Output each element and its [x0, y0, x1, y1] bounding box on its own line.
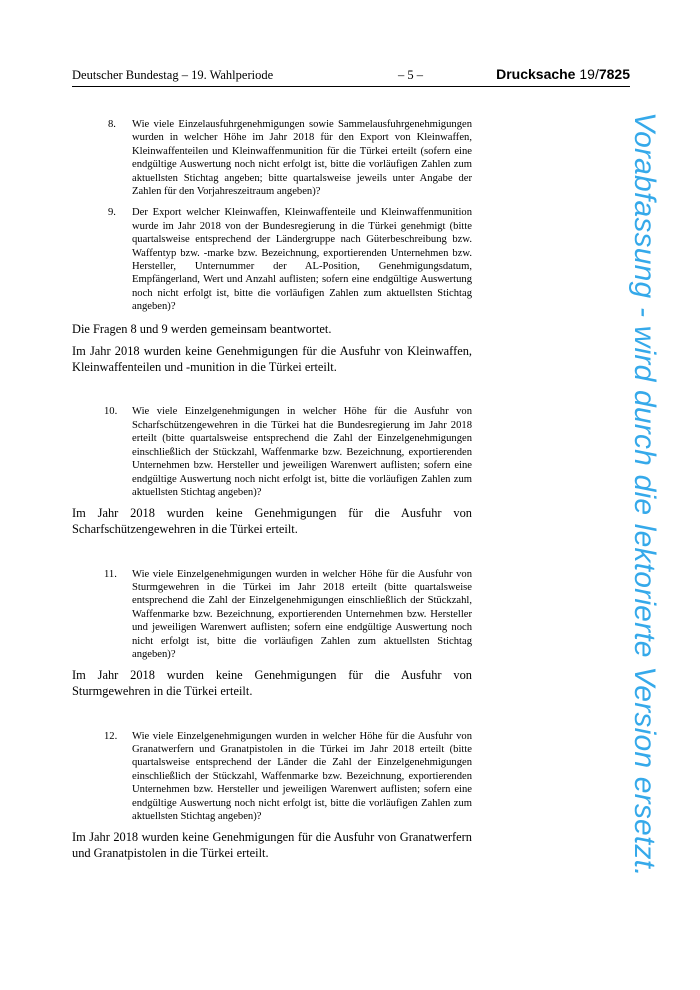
document-number-prefix: 19/ — [579, 66, 599, 82]
question-number: 9. — [108, 207, 116, 219]
answer-intro: Die Fragen 8 und 9 werden gemeinsam beantwortet. — [72, 321, 332, 336]
page-number: – 5 – — [398, 68, 423, 82]
answer-11: Im Jahr 2018 wurden keine Genehmigungen für die Ausfuhr von Sturmgewehren in die Türkei erteilt. — [72, 668, 472, 698]
question-11 — [72, 568, 472, 662]
question-number: 12. — [104, 730, 118, 742]
question-8 — [72, 118, 472, 198]
answer-12: Im Jahr 2018 wurden keine Genehmigungen für die Ausfuhr von Granatwerfern und Granatpistolen in die Türkei erteilt. — [72, 830, 472, 860]
question-text: Wie viele Einzelgenehmigungen wurden in welcher Höhe für die Ausfuhr von Granatwerfern und Granatpistolen in die Türkei im Jahr 2018 erteilt (bitte quartalsweise entsprechend der Länder die Zahl der Einzelgenehmigungen einschließlich der Stückzahl, Waffenmarke bzw. Bezeichnung, exportierenden Unternehmen bzw. Hersteller und jeweiligen Warenwert auflisten; sofern eine endgültige Auswertung noch nicht erfolgt ist, bitte die vorläufigen Zahlen zum aktuellsten Stichtag angeben)? — [132, 730, 472, 822]
document-number-value: 7825 — [598, 66, 630, 82]
question-number: 11. — [104, 568, 117, 580]
question-number: 10. — [104, 406, 118, 418]
draft-watermark: Vorabfassung - wird durch die lektorierte Version ersetzt. — [628, 112, 661, 877]
question-text: Der Export welcher Kleinwaffen, Kleinwaffenteile und Kleinwaffenmunition wurde im Jahr 2018 von der Bundesregierung in die Türkei genehmigt (bitte quartalsweise entsprechend der Ländergruppe nach Güterbeschreibung bzw. Waffentyp bzw. -marke bzw. Bezeichnung, exportierenden Unternehmen bzw. Hersteller, Unternummer der AL-Position, Genehmigungsdatum, Empfängerland, Wert und Anzahl auflisten; sofern eine endgültige Auswertung noch nicht erfolgt ist, bitte die vorläufigen Zahlen zum aktuellsten Stichtag angeben)? — [132, 207, 472, 313]
question-12 — [72, 730, 472, 824]
document-number — [496, 66, 630, 82]
document-body — [72, 118, 472, 862]
question-text: Wie viele Einzelgenehmigungen in welcher Höhe für die Ausfuhr von Scharfschützengewehren in die Türkei hat die Bundesregierung im Jahr 2018 erteilt (bitte quartalsweise entsprechend die Zahl der Einzelgenehmigungen einschließlich der Stückzahl, Waffenmarke bzw. Bezeichnung, exportierenden Unternehmen bzw. Hersteller und jeweiligen Warenwert auflisten; sofern eine endgültige Auswertung noch nicht erfolgt ist, bitte die vorläufigen Zahlen zum aktuellsten Stichtag angeben)? — [132, 406, 472, 498]
answer-10: Im Jahr 2018 wurden keine Genehmigungen für die Ausfuhr von Scharfschützengewehren in die Türkei erteilt. — [72, 506, 472, 536]
question-number: 8. — [108, 119, 116, 130]
question-text: Wie viele Einzelgenehmigungen wurden in welcher Höhe für die Ausfuhr von Sturmgewehren in die Türkei im Jahr 2018 erteilt (bitte quartalsweise entsprechend die Zahl der Einzelgenehmigungen einschließlich der Stückzahl, Waffenmarke bzw. Bezeichnung, exportierenden Unternehmen bzw. Hersteller und jeweiligen Warenwert auflisten; sofern eine endgültige Auswertung noch nicht erfolgt ist, bitte die vorläufigen Zahlen zum aktuellsten Stichtag angeben)? — [132, 568, 472, 660]
parliament-period: Deutscher Bundestag – 19. Wahlperiode — [72, 68, 274, 82]
question-text: Wie viele Einzelausfuhrgenehmigungen sowie Sammelausfuhrgenehmigungen wurden in welcher Höhe im Jahr 2018 für den Export von Kleinwaffen, Kleinwaffenteilen und Kleinwaffenmunition für die Türkei erteilt (sofern eine endgültige Auswertung noch nicht erfolgt ist, bitte die vorläufigen Zahlen zum aktuellsten Stichtag angeben; bitte quartalsweise jeweils unter Angabe der Zahlen für den Vorjahreszeitraum angeben)? — [132, 119, 472, 198]
question-10 — [72, 405, 472, 499]
page-header — [72, 66, 630, 87]
question-9 — [72, 206, 472, 313]
document-label: Drucksache — [496, 66, 576, 82]
answer-8-9: Im Jahr 2018 wurden keine Genehmigungen für die Ausfuhr von Kleinwaffen, Kleinwaffenteilen und -munition in die Türkei erteilt. — [72, 344, 472, 374]
